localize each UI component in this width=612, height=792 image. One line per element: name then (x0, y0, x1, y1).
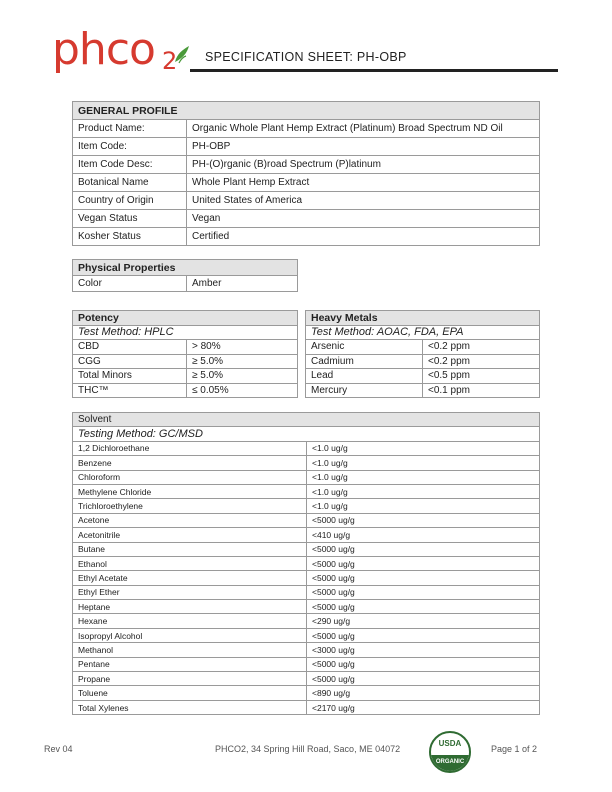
table-row (73, 228, 540, 246)
row-label: CGG (73, 354, 187, 369)
table-row (73, 340, 298, 355)
row-label: CBD (73, 340, 187, 355)
table-row (73, 657, 540, 671)
row-label: 1,2 Dichloroethane (73, 441, 307, 455)
general-profile-table (72, 101, 540, 246)
header-divider (190, 69, 558, 72)
heavy-metals-test-method: Test Method: AOAC, FDA, EPA (306, 325, 540, 340)
company-address: PHCO2, 34 Spring Hill Road, Saco, ME 04072 (215, 744, 401, 754)
table-row (73, 441, 540, 455)
row-value: <0.1 ppm (423, 383, 540, 398)
page-number: Page 1 of 2 (491, 744, 538, 754)
table-row (306, 354, 540, 369)
row-label: Arsenic (306, 340, 423, 355)
potency-test-method: Test Method: HPLC (73, 325, 298, 340)
row-value: ≥ 5.0% (187, 369, 298, 384)
row-label: Butane (73, 542, 307, 556)
row-value: ≤ 0.05% (187, 383, 298, 398)
revision-label: Rev 04 (44, 744, 73, 754)
row-label: Acetonitrile (73, 528, 307, 542)
table-row (306, 369, 540, 384)
row-label: Methanol (73, 643, 307, 657)
row-label: THC™ (73, 383, 187, 398)
row-label: Vegan Status (73, 210, 187, 228)
solvent-heading: Solvent (73, 413, 540, 427)
row-label: Chloroform (73, 470, 307, 484)
usda-seal-bottom-text: ORGANIC (431, 755, 469, 771)
table-row (73, 556, 540, 570)
table-row (73, 571, 540, 585)
general-profile-heading: GENERAL PROFILE (73, 102, 540, 120)
row-label: Mercury (306, 383, 423, 398)
logo-subscript: 2 (162, 47, 178, 75)
row-label: Kosher Status (73, 228, 187, 246)
physical-properties-heading: Physical Properties (73, 260, 298, 276)
table-row (73, 156, 540, 174)
table-row (73, 210, 540, 228)
row-value: > 80% (187, 340, 298, 355)
table-row (73, 354, 298, 369)
table-row (73, 499, 540, 513)
row-label: Isopropyl Alcohol (73, 628, 307, 642)
row-value: United States of America (187, 192, 540, 210)
row-label: Acetone (73, 513, 307, 527)
row-label: Total Xylenes (73, 700, 307, 714)
row-label: Product Name: (73, 120, 187, 138)
row-label: Ethyl Ether (73, 585, 307, 599)
row-value: <1.0 ug/g (307, 470, 540, 484)
table-row (73, 470, 540, 484)
row-value: <5000 ug/g (307, 571, 540, 585)
table-row (73, 700, 540, 714)
table-row (73, 383, 298, 398)
usda-seal-top-text: USDA (438, 739, 462, 748)
table-row (73, 138, 540, 156)
table-row (73, 369, 298, 384)
row-value: <5000 ug/g (307, 672, 540, 686)
row-value: <3000 ug/g (307, 643, 540, 657)
row-label: Methylene Chloride (73, 484, 307, 498)
row-label: Propane (73, 672, 307, 686)
solvent-table (72, 412, 540, 715)
table-row (73, 513, 540, 527)
table-row (306, 340, 540, 355)
row-value: <5000 ug/g (307, 600, 540, 614)
table-row (73, 276, 298, 292)
table-row (73, 686, 540, 700)
logo-wordmark: phco (52, 24, 155, 75)
table-row (73, 600, 540, 614)
table-row (73, 484, 540, 498)
leaf-icon (173, 44, 191, 64)
row-value: <0.2 ppm (423, 354, 540, 369)
row-label: Ethanol (73, 556, 307, 570)
row-label: Item Code Desc: (73, 156, 187, 174)
row-value: <5000 ug/g (307, 556, 540, 570)
usda-organic-seal (429, 731, 471, 773)
row-value: <1.0 ug/g (307, 441, 540, 455)
solvent-test-method: Testing Method: GC/MSD (73, 427, 540, 441)
row-value: <1.0 ug/g (307, 499, 540, 513)
row-label: Cadmium (306, 354, 423, 369)
row-value: <1.0 ug/g (307, 484, 540, 498)
row-value: PH-OBP (187, 138, 540, 156)
row-value: <290 ug/g (307, 614, 540, 628)
company-logo (52, 26, 192, 76)
document-title: SPECIFICATION SHEET: PH-OBP (205, 50, 407, 64)
row-value: <0.2 ppm (423, 340, 540, 355)
row-label: Botanical Name (73, 174, 187, 192)
row-label: Lead (306, 369, 423, 384)
row-label: Hexane (73, 614, 307, 628)
row-value: ≥ 5.0% (187, 354, 298, 369)
table-row (73, 628, 540, 642)
row-value: Whole Plant Hemp Extract (187, 174, 540, 192)
table-row (73, 456, 540, 470)
row-value: <0.5 ppm (423, 369, 540, 384)
row-label: Total Minors (73, 369, 187, 384)
row-label: Toluene (73, 686, 307, 700)
row-value: Organic Whole Plant Hemp Extract (Platinum) Broad Spectrum ND Oil (187, 120, 540, 138)
row-value: <5000 ug/g (307, 657, 540, 671)
table-row (73, 672, 540, 686)
table-row (73, 174, 540, 192)
table-row (73, 528, 540, 542)
heavy-metals-table (305, 310, 540, 398)
row-label: Trichloroethylene (73, 499, 307, 513)
row-value: <410 ug/g (307, 528, 540, 542)
row-value: <890 ug/g (307, 686, 540, 700)
potency-table (72, 310, 298, 398)
row-value: <5000 ug/g (307, 513, 540, 527)
row-value: Amber (187, 276, 298, 292)
table-row (73, 643, 540, 657)
row-value: <5000 ug/g (307, 628, 540, 642)
potency-heading: Potency (73, 311, 298, 326)
row-label: Color (73, 276, 187, 292)
row-value: Vegan (187, 210, 540, 228)
table-row (73, 542, 540, 556)
table-row (73, 120, 540, 138)
table-row (306, 383, 540, 398)
row-value: <1.0 ug/g (307, 456, 540, 470)
row-value: Certified (187, 228, 540, 246)
row-value: <5000 ug/g (307, 542, 540, 556)
table-row (73, 585, 540, 599)
row-value: PH-(O)rganic (B)road Spectrum (P)latinum (187, 156, 540, 174)
row-label: Country of Origin (73, 192, 187, 210)
table-row (73, 614, 540, 628)
table-row (73, 192, 540, 210)
row-value: <5000 ug/g (307, 585, 540, 599)
row-label: Item Code: (73, 138, 187, 156)
row-label: Pentane (73, 657, 307, 671)
physical-properties-table (72, 259, 298, 292)
row-label: Benzene (73, 456, 307, 470)
row-value: <2170 ug/g (307, 700, 540, 714)
row-label: Ethyl Acetate (73, 571, 307, 585)
heavy-metals-heading: Heavy Metals (306, 311, 540, 326)
row-label: Heptane (73, 600, 307, 614)
